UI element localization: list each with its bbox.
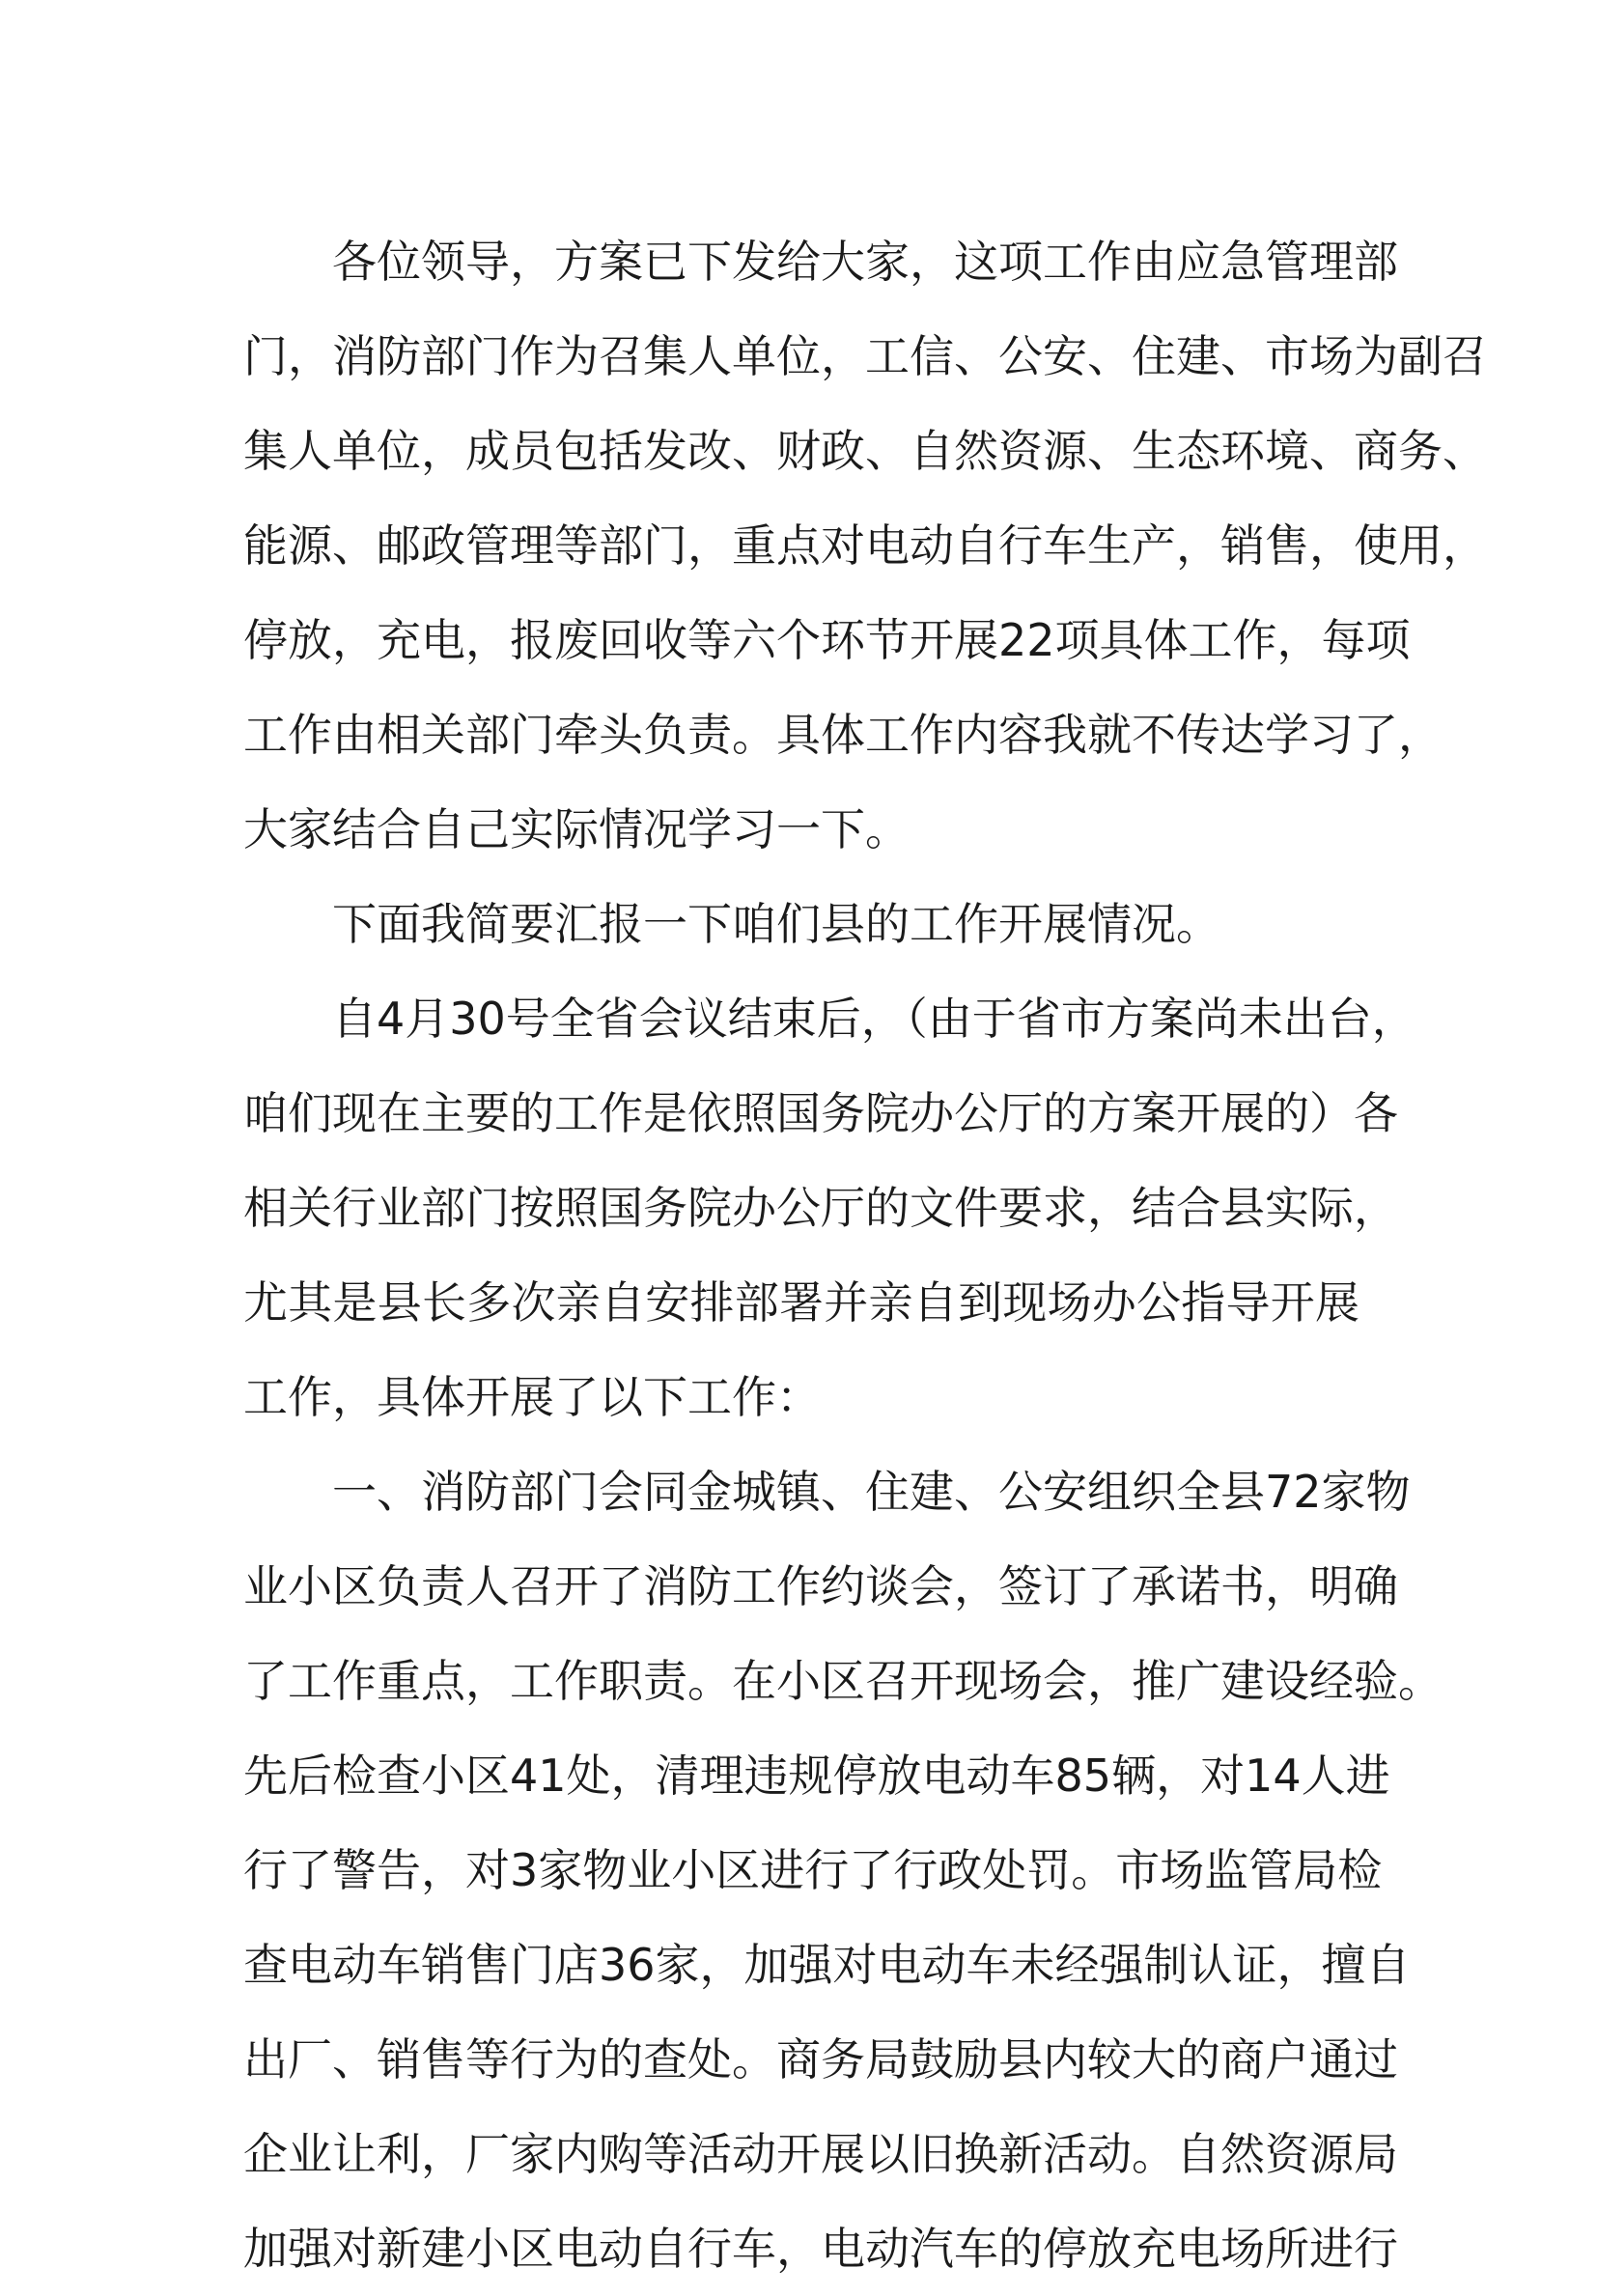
body-text [243, 214, 1487, 2296]
paragraph-line: 工作，具体开展了以下工作： [243, 1371, 821, 1423]
paragraph-line: 咱们现在主要的工作是依照国务院办公厅的方案开展的）各 [243, 1087, 1398, 1139]
paragraph-line: 一、消防部门会同金城镇、住建、公安组织全县72家物 [332, 1466, 1411, 1518]
paragraph-line: 能源、邮政管理等部门，重点对电动自行车生产，销售，使用， [243, 519, 1487, 572]
paragraph-line: 先后检查小区41处，清理违规停放电动车85辆，对14人进 [243, 1750, 1390, 1802]
paragraph-line: 出厂、销售等行为的查处。商务局鼓励县内较大的商户通过 [243, 2033, 1398, 2086]
paragraph-line: 下面我简要汇报一下咱们县的工作开展情况。 [332, 898, 1220, 950]
paragraph-line: 行了警告，对3家物业小区进行了行政处罚。市场监管局检 [243, 1844, 1383, 1896]
paragraph-line: 自4月30号全省会议结束后，（由于省市方案尚未出台， [332, 993, 1416, 1045]
paragraph-line: 停放，充电，报废回收等六个环节开展22项具体工作，每项 [243, 614, 1411, 666]
paragraph-line: 各位领导，方案已下发给大家，这项工作由应急管理部 [332, 236, 1398, 288]
paragraph-line: 尤其是县长多次亲自安排部署并亲自到现场办公指导开展 [243, 1276, 1359, 1329]
paragraph-line: 集人单位，成员包括发改、财政、自然资源、生态环境、商务、 [243, 425, 1487, 477]
paragraph-line: 企业让利，厂家内购等活动开展以旧换新活动。自然资源局 [243, 2128, 1398, 2180]
paragraph-line: 门，消防部门作为召集人单位，工信、公安、住建、市场为副召 [243, 330, 1487, 382]
paragraph-line: 大家结合自己实际情况学习一下。 [243, 803, 910, 855]
paragraph-line: 查电动车销售门店36家，加强对电动车未经强制认证，擅自 [243, 1939, 1411, 1991]
paragraph-line: 相关行业部门按照国务院办公厅的文件要求，结合县实际， [243, 1182, 1398, 1234]
paragraph-line: 工作由相关部门牵头负责。具体工作内容我就不传达学习了， [243, 709, 1443, 761]
paragraph-line: 了工作重点，工作职责。在小区召开现场会，推广建设经验。 [243, 1655, 1443, 1707]
paragraph-line: 加强对新建小区电动自行车，电动汽车的停放充电场所进行 [243, 2223, 1398, 2275]
paragraph-line: 业小区负责人召开了消防工作约谈会，签订了承诺书，明确 [243, 1560, 1398, 1612]
